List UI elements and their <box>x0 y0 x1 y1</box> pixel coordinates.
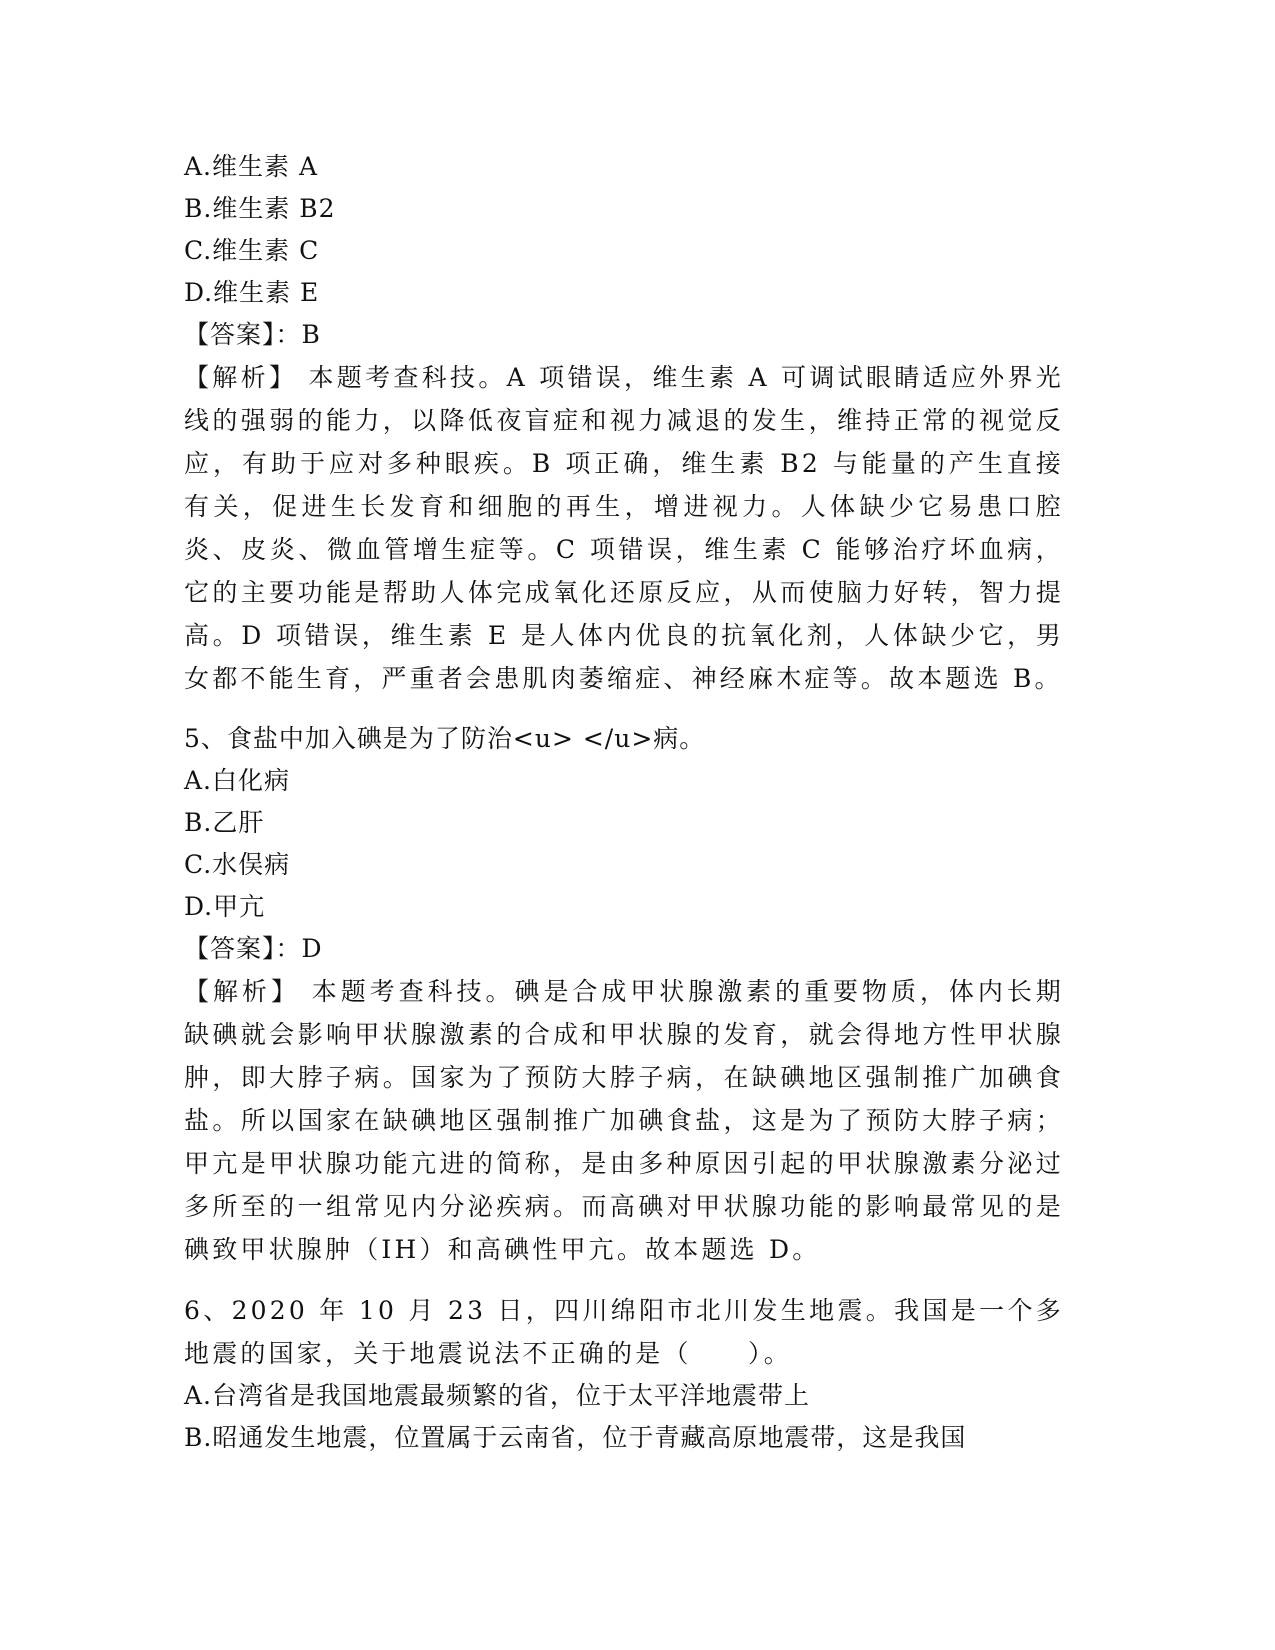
spacer <box>184 1271 1084 1289</box>
q5-option-b: B.乙肝 <box>184 808 265 837</box>
q5-option-a: A.白化病 <box>184 766 291 795</box>
q4-answer: 【答案】：B <box>184 320 321 349</box>
q4-option-a: A.维生素 A <box>184 152 319 181</box>
q4-analysis: 【解析】 本题考查科技。A 项错误，维生素 A 可调试眼睛适应外界光线的强弱的能力，以降低夜盲症和视力减退的发生，维持正常的视觉反应，有助于应对多种眼疾。B 项正确，维生素 B2 与能量的产生直接有关，促进生长发育和细胞的再生，增进视力。人体缺少它易患口腔炎、皮炎、微血管增生症等。C 项错误，维生素 C 能够治疗坏血病，它的主要功能是帮助人体完成氧化还原反应，从而使脑力好转，智力提高。D 项错误，维生素 E 是人体内优良的抗氧化剂，人体缺少它，男女都不能生育，严重者会患肌肉萎缩症、神经麻木症等。故本题选 B。 <box>184 363 1064 693</box>
spacer <box>184 700 1084 718</box>
q4-option-b: B.维生素 B2 <box>184 194 336 223</box>
document-page <box>184 146 1084 1459</box>
q5-question: 5、食盐中加入碘是为了防治<u> </u>病。 <box>184 724 706 753</box>
q5-answer: 【答案】：D <box>184 934 323 963</box>
q4-option-d: D.维生素 E <box>184 278 320 307</box>
q4-option-c: C.维生素 C <box>184 236 320 265</box>
q6-option-b: B.昭通发生地震，位置属于云南省，位于青藏高原地震带，这是我国 <box>184 1423 967 1452</box>
q5-option-d: D.甲亢 <box>184 892 266 921</box>
q6-option-a: A.台湾省是我国地震最频繁的省，位于太平洋地震带上 <box>184 1381 811 1410</box>
q5-option-c: C.水俣病 <box>184 850 291 879</box>
q6-question: 6、2020 年 10 月 23 日，四川绵阳市北川发生地震。我国是一个多地震的国家，关于地震说法不正确的是（ ）。 <box>184 1296 1064 1368</box>
q5-analysis: 【解析】 本题考查科技。碘是合成甲状腺激素的重要物质，体内长期缺碘就会影响甲状腺激素的合成和甲状腺的发育，就会得地方性甲状腺肿，即大脖子病。国家为了预防大脖子病，在缺碘地区强制推广加碘食盐。所以国家在缺碘地区强制推广加碘食盐，这是为了预防大脖子病；甲亢是甲状腺功能亢进的简称，是由多种原因引起的甲状腺激素分泌过多所至的一组常见内分泌疾病。而高碘对甲状腺功能的影响最常见的是碘致甲状腺肿（IH）和高碘性甲亢。故本题选 D。 <box>184 977 1064 1264</box>
